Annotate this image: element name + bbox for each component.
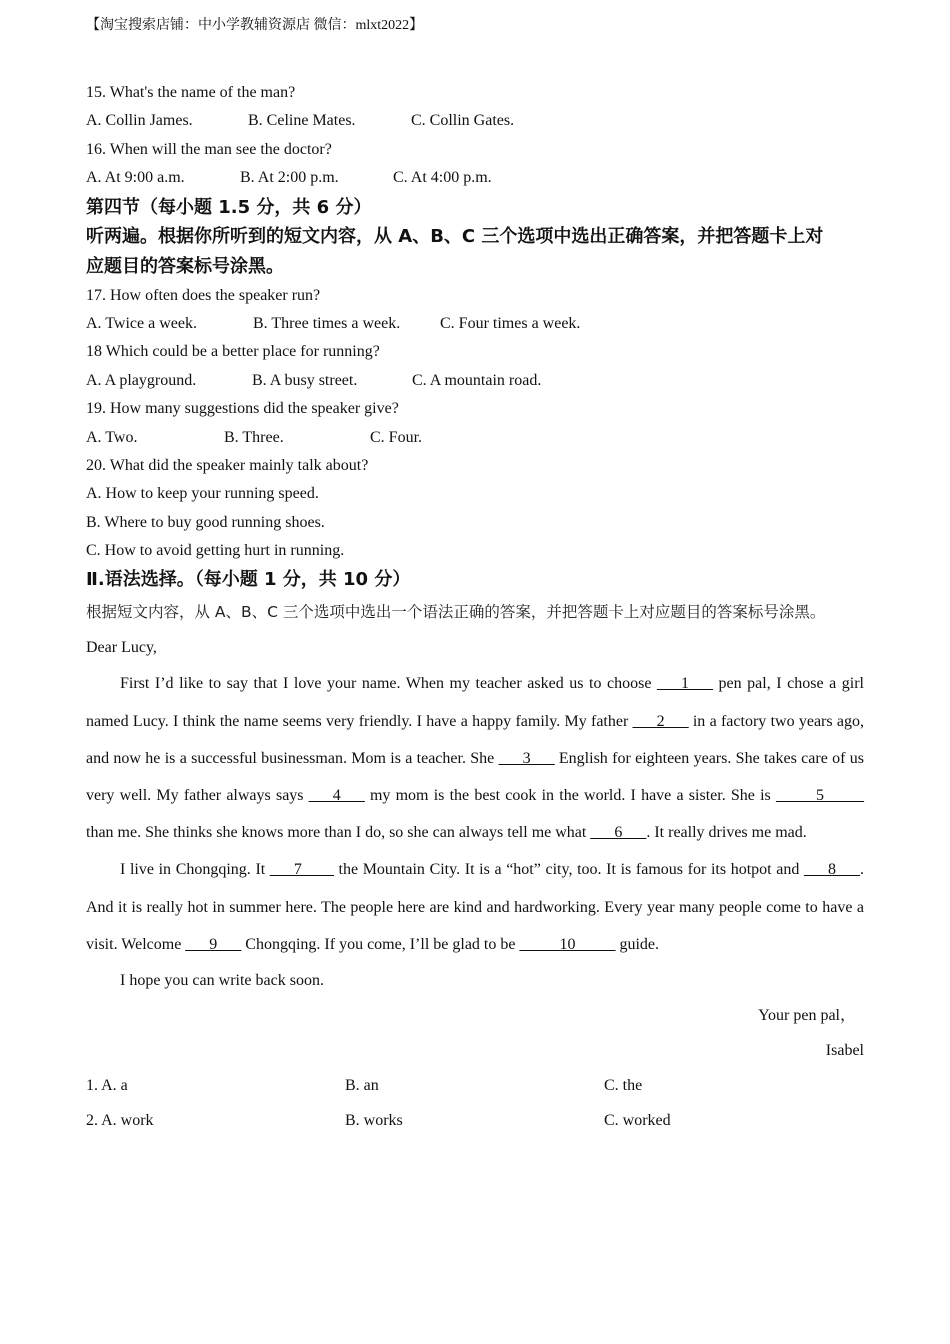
option-b: B. At 2:00 p.m. — [240, 169, 339, 187]
option-b: B. Celine Mates. — [248, 112, 356, 130]
answer-option-c: C. worked — [604, 1112, 671, 1130]
option-a: A. At 9:00 a.m. — [86, 169, 185, 187]
option-c: C. Four. — [370, 428, 423, 446]
passage-text: . And it is really hot in summer here. The people here are kind and hardworking. Every year many people come to have a visit. Welcome — [86, 861, 864, 953]
passage-text: the Mountain City. It is a “hot” city, too. It is famous for its hotpot and — [333, 861, 804, 879]
question-options-17 — [86, 310, 864, 338]
blank-8: ___8___ — [804, 861, 860, 879]
answer-row-1 — [86, 1068, 864, 1103]
option-a: A. A playground. — [86, 371, 197, 389]
passage-text: my mom is the best cook in the world. I have a sister. She is — [364, 787, 776, 805]
grammar-section-title: Ⅱ.语法选择。（每小题 1 分，共 10 分） — [86, 569, 411, 591]
letter-closing: Your pen pal， — [758, 1007, 856, 1025]
document-body — [86, 79, 864, 1138]
passage-text: English for eighteen years. She takes care of us very well. My father always says — [86, 749, 864, 805]
passage-text: . It really drives me mad. — [646, 824, 807, 842]
option-a: A. How to keep your running speed. — [86, 485, 319, 503]
blank-2: ___2___ — [632, 712, 689, 730]
passage-text: First I’d like to say that I love your name. When my teacher asked us to choose — [120, 675, 657, 693]
question-stem-15: 15. What's the name of the man? — [86, 84, 296, 101]
passage-text: in a factory two years ago, and now he is a successful businessman. Mom is a teacher. She — [86, 712, 864, 767]
passage-text: guide. — [615, 935, 660, 953]
grammar-instruction: 根据短文内容，从 A、B、C 三个选项中选出一个语法正确的答案，并把答题卡上对应题目的答案标号涂黑。 — [86, 603, 826, 622]
option-a: A. Twice a week. — [86, 314, 197, 332]
option-c: C. Four times a week. — [440, 314, 581, 332]
section-4-instruction-line-1: 听两遍。根据你所听到的短文内容，从 A、B、C 三个选项中选出正确答案，并把答题卡上对 — [86, 225, 824, 247]
page-header: 【淘宝搜索店铺：中小学教辅资源店 微信：mlxt2022】 — [86, 18, 424, 33]
section-4-instruction-line-2: 应题目的答案标号涂黑。 — [86, 255, 284, 277]
passage-text: I live in Chongqing. It — [120, 861, 270, 879]
option-c: C. How to avoid getting hurt in running. — [86, 542, 345, 560]
answer-option-b: B. an — [345, 1077, 379, 1095]
question-options-15 — [86, 107, 864, 135]
blank-1: ___1___ — [656, 675, 713, 693]
option-b: B. Three. — [224, 428, 284, 446]
question-stem-17: 17. How often does the speaker run? — [86, 286, 321, 304]
blank-5: _____5_____ — [776, 787, 864, 805]
question-stem-18: 18 Which could be a better place for running? — [86, 343, 380, 361]
letter-paragraph-1 — [86, 665, 864, 851]
question-options-19 — [86, 424, 864, 452]
letter-signature: Isabel — [825, 1042, 864, 1060]
option-b: B. Three times a week. — [253, 314, 401, 332]
question-stem-16: 16. When will the man see the doctor? — [86, 140, 332, 158]
question-options-18 — [86, 367, 864, 395]
answer-option-b: B. works — [345, 1112, 403, 1130]
passage-text: pen pal, I chose a girl named Lucy. I think the name seems very friendly. I have a happy family. My father — [86, 675, 864, 730]
blank-6: ___6___ — [590, 824, 647, 842]
question-stem-20: 20. What did the speaker mainly talk about? — [86, 456, 369, 474]
answer-option-a: 2. A. work — [86, 1112, 154, 1130]
blank-10: _____10_____ — [519, 935, 616, 953]
option-c: C. A mountain road. — [412, 371, 542, 389]
section-4-title: 第四节（每小题 1.5 分，共 6 分） — [86, 196, 372, 218]
answer-option-c: C. the — [604, 1077, 643, 1095]
blank-4: ___4___ — [308, 787, 365, 805]
letter-paragraph-3: I hope you can write back soon. — [120, 972, 324, 990]
passage-text: Chongqing. If you come, I’ll be glad to be — [241, 935, 520, 953]
option-b: B. Where to buy good running shoes. — [86, 513, 325, 531]
option-a: A. Collin James. — [86, 112, 193, 130]
option-a: A. Two. — [86, 428, 138, 446]
blank-9: ___9___ — [185, 935, 242, 953]
option-c: C. Collin Gates. — [411, 112, 515, 130]
question-options-16 — [86, 164, 864, 192]
answer-row-2 — [86, 1103, 864, 1138]
blank-7: ___7____ — [269, 861, 334, 879]
letter-paragraph-2 — [86, 851, 864, 963]
question-stem-19: 19. How many suggestions did the speaker give? — [86, 400, 399, 418]
answer-option-a: 1. A. a — [86, 1077, 128, 1095]
option-c: C. At 4:00 p.m. — [393, 169, 492, 187]
letter-salutation: Dear Lucy, — [86, 639, 157, 657]
option-b: B. A busy street. — [252, 371, 358, 389]
blank-3: ___3___ — [498, 749, 555, 767]
passage-text: than me. She thinks she knows more than I do, so she can always tell me what — [86, 824, 591, 842]
